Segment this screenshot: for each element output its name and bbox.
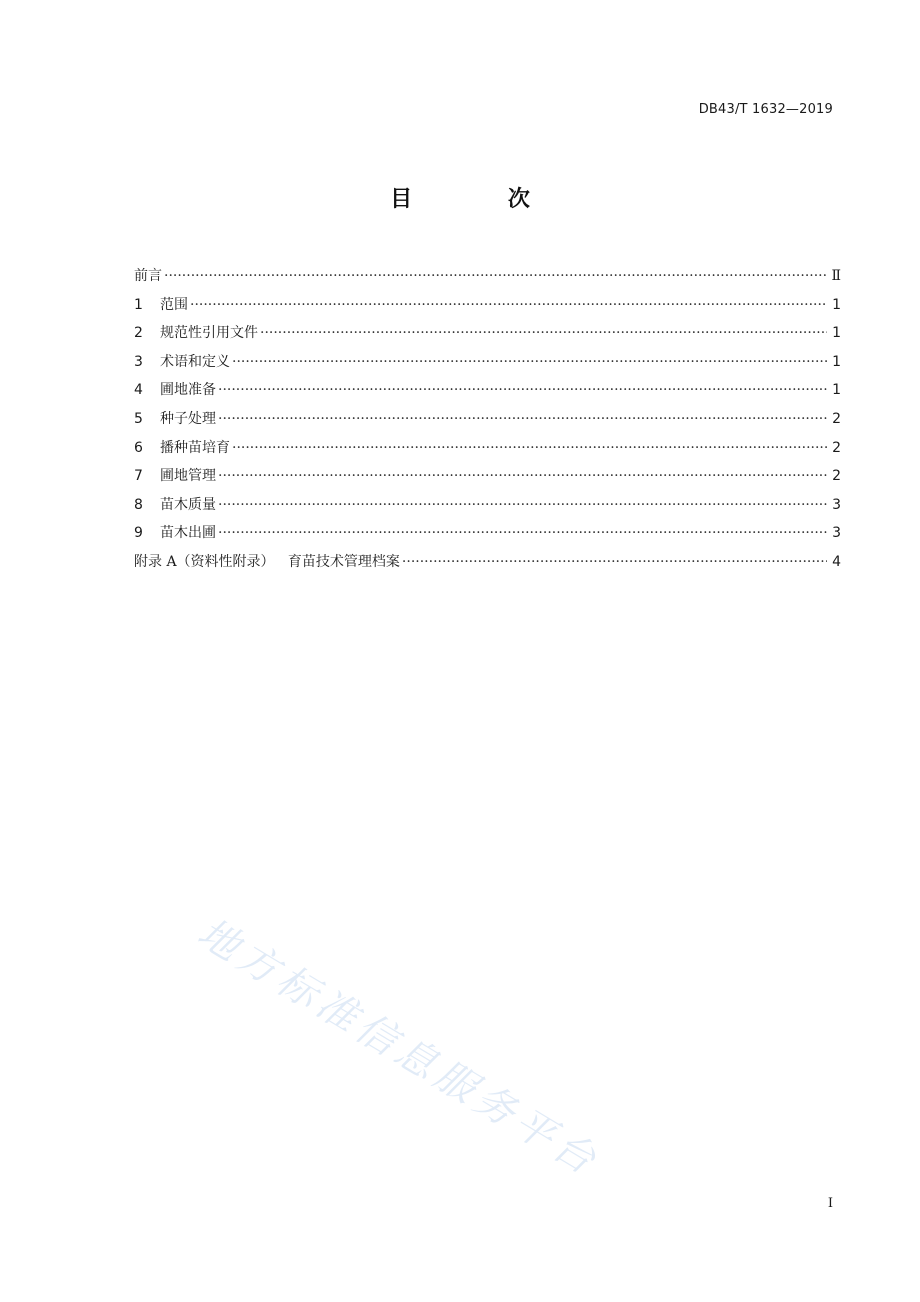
toc-entry-page: 1 [832,296,841,313]
toc-entry-7[interactable] [134,462,841,491]
toc-entry-page: 4 [832,553,841,570]
toc-entry-page: 1 [832,325,841,342]
toc-entry-label [134,405,216,434]
table-of-contents [134,262,841,577]
toc-entry-8[interactable] [134,491,841,520]
toc-entry-label [134,291,188,320]
toc-entry-2[interactable] [134,319,841,348]
toc-entry-page: Ⅱ [831,268,841,284]
toc-entry-text: 种子处理 [160,410,216,427]
toc-leader-dots [232,348,827,377]
toc-leader-dots [218,519,827,548]
toc-entry-page: 3 [832,496,841,513]
standard-code: DB43/T 1632—2019 [698,102,833,117]
toc-entry-text: 术语和定义 [160,353,230,370]
toc-entry-text: 苗木质量 [160,496,216,513]
toc-entry-foreword[interactable] [134,262,841,291]
toc-entry-number: 1 [134,296,143,313]
toc-entry-number: 3 [134,353,143,370]
toc-leader-dots [190,291,827,320]
toc-entry-5[interactable] [134,405,841,434]
toc-entry-label [134,434,230,463]
watermark: 地方标准信息服务平台 [189,909,608,1187]
toc-leader-dots [218,376,827,405]
toc-entry-9[interactable] [134,519,841,548]
toc-entry-text: 圃地准备 [160,382,216,399]
toc-entry-label [134,519,216,548]
toc-leader-dots [232,434,827,463]
toc-entry-4[interactable] [134,376,841,405]
toc-entry-label [134,376,216,405]
toc-entry-page: 1 [832,382,841,399]
toc-entry-label [134,462,216,491]
toc-entry-label: 前言 [134,268,162,284]
toc-leader-dots [218,462,827,491]
toc-entry-label [134,491,216,520]
toc-entry-page: 2 [832,410,841,427]
toc-entry-page: 2 [832,468,841,485]
page-title: 目 次 [390,187,574,212]
toc-entry-text: 播种苗培育 [160,439,230,456]
toc-entry-page: 3 [832,525,841,542]
toc-entry-label: 附录 A（资料性附录） 育苗技术管理档案 [134,553,400,570]
toc-entry-page: 1 [832,353,841,370]
toc-entry-text: 规范性引用文件 [160,325,258,342]
toc-entry-text: 范围 [160,296,188,313]
toc-leader-dots [218,491,827,520]
toc-entry-text: 圃地管理 [160,468,216,485]
toc-entry-label [134,348,230,377]
toc-entry-number: 7 [134,468,143,485]
toc-entry-number: 8 [134,496,143,513]
toc-leader-dots [402,548,827,577]
toc-entry-6[interactable] [134,434,841,463]
toc-entry-number: 2 [134,325,143,342]
toc-entry-number: 5 [134,410,143,427]
toc-entry-number: 6 [134,439,143,456]
toc-entry-appendix-a[interactable] [134,548,841,577]
toc-entry-text: 苗木出圃 [160,525,216,542]
toc-entry-page: 2 [832,439,841,456]
page-number: I [827,1196,833,1211]
toc-entry-number: 9 [134,525,143,542]
toc-leader-dots [218,405,827,434]
toc-leader-dots [164,262,827,291]
toc-entry-1[interactable] [134,291,841,320]
toc-entry-label [134,319,258,348]
toc-leader-dots [260,319,827,348]
toc-entry-number: 4 [134,382,143,399]
toc-entry-3[interactable] [134,348,841,377]
